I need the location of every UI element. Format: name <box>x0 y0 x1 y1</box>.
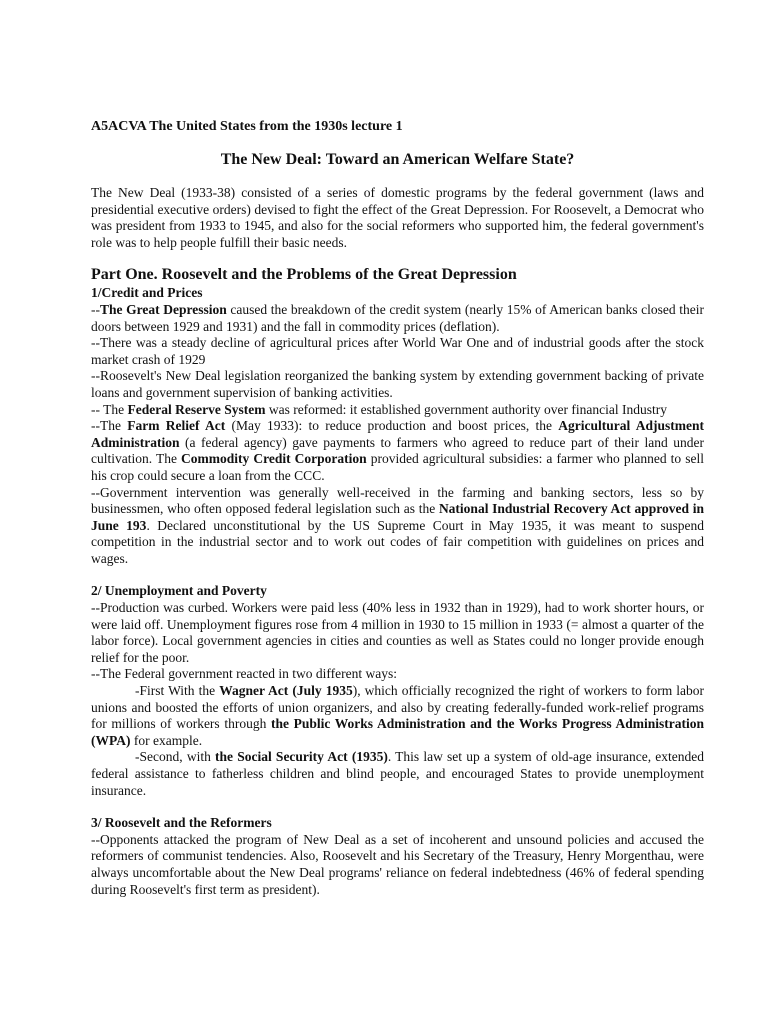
paragraph: --The Farm Relief Act (May 1933): to reduce production and boost prices, the Agricultural Adjustment Administration (a federal agency) gave payments to farmers who agreed to reduce part of their land under cultivation. The Commodity Credit Corporation provided agricultural subsidies: a farmer who planned to sell his crop could secure a loan from the CCC. <box>91 418 704 483</box>
section-1-heading: 1/Credit and Prices <box>91 285 203 301</box>
section-2-heading: 2/ Unemployment and Poverty <box>91 583 267 599</box>
paragraph: --Production was curbed. Workers were paid less (40% less in 1932 than in 1929), had to work shorter hours, or were laid off. Unemployment figures rose from 4 million in 1930 to 15 million in 1933 (= almost a quarter of the labor force). Local government agencies in cities and counties as well as States could no longer provide enough relief for the poor. <box>91 600 704 665</box>
section-3-heading: 3/ Roosevelt and the Reformers <box>91 815 272 831</box>
paragraph: --There was a steady decline of agricultural prices after World War One and of industrial goods after the stock market crash of 1929 <box>91 335 704 367</box>
paragraph: --Government intervention was generally well-received in the farming and banking sectors, less so by businessmen, who often opposed federal legislation such as the National Industrial Recovery Act approved in June 193. Declared unconstitutional by the US Supreme Court in May 1935, it was meant to suspend competition in the industrial sector and to work out codes of fair competition with guidelines on prices and wages. <box>91 484 704 566</box>
paragraph: --The Great Depression caused the breakdown of the credit system (nearly 15% of American banks closed their doors between 1929 and 1931) and the fall in commodity prices (deflation). <box>91 301 704 334</box>
paragraph: -- The Federal Reserve System was reformed: it established government authority over financial Industry <box>91 401 667 417</box>
paragraph: -Second, with the Social Security Act (1935). This law set up a system of old-age insurance, extended federal assistance to fatherless children and blind people, and encouraged States to provide unemployment insurance. <box>91 749 704 798</box>
paragraph: --Roosevelt's New Deal legislation reorganized the banking system by extending government backing of private loans and government supervision of banking activities. <box>91 368 704 400</box>
paragraph: --Opponents attacked the program of New Deal as a set of incoherent and unsound policies and accused the reformers of communist tendencies. Also, Roosevelt and his Secretary of the Treasury, Henry Morgenthau, were always uncomfortable about the New Deal programs' reliance on federal indebtedness (46% of federal spending during Roosevelt's first term as president). <box>91 831 704 897</box>
paragraph: -First With the Wagner Act (July 1935), which officially recognized the right of workers to form labor unions and boosted the efforts of union organizers, and also by creating federally-funded work-relief programs for millions of workers through the Public Works Administration and the Works Progress Administration (WPA) for example. <box>91 683 705 748</box>
document-page <box>91 119 704 898</box>
document-title: The New Deal: Toward an American Welfare State? <box>220 151 575 168</box>
intro-paragraph: The New Deal (1933-38) consisted of a series of domestic programs by the federal government (laws and presidential executive orders) devised to fight the effect of the Great Depression. For Roosevelt, a Democrat who was president from 1933 to 1945, and also for the social reformers who supported him, the federal government's role was to help people fulfill their basic needs. <box>91 185 704 250</box>
part-one-heading: Part One. Roosevelt and the Problems of the Great Depression <box>91 266 517 284</box>
lecture-header: A5ACVA The United States from the 1930s lecture 1 <box>91 119 403 134</box>
paragraph: --The Federal government reacted in two different ways: <box>91 666 398 682</box>
